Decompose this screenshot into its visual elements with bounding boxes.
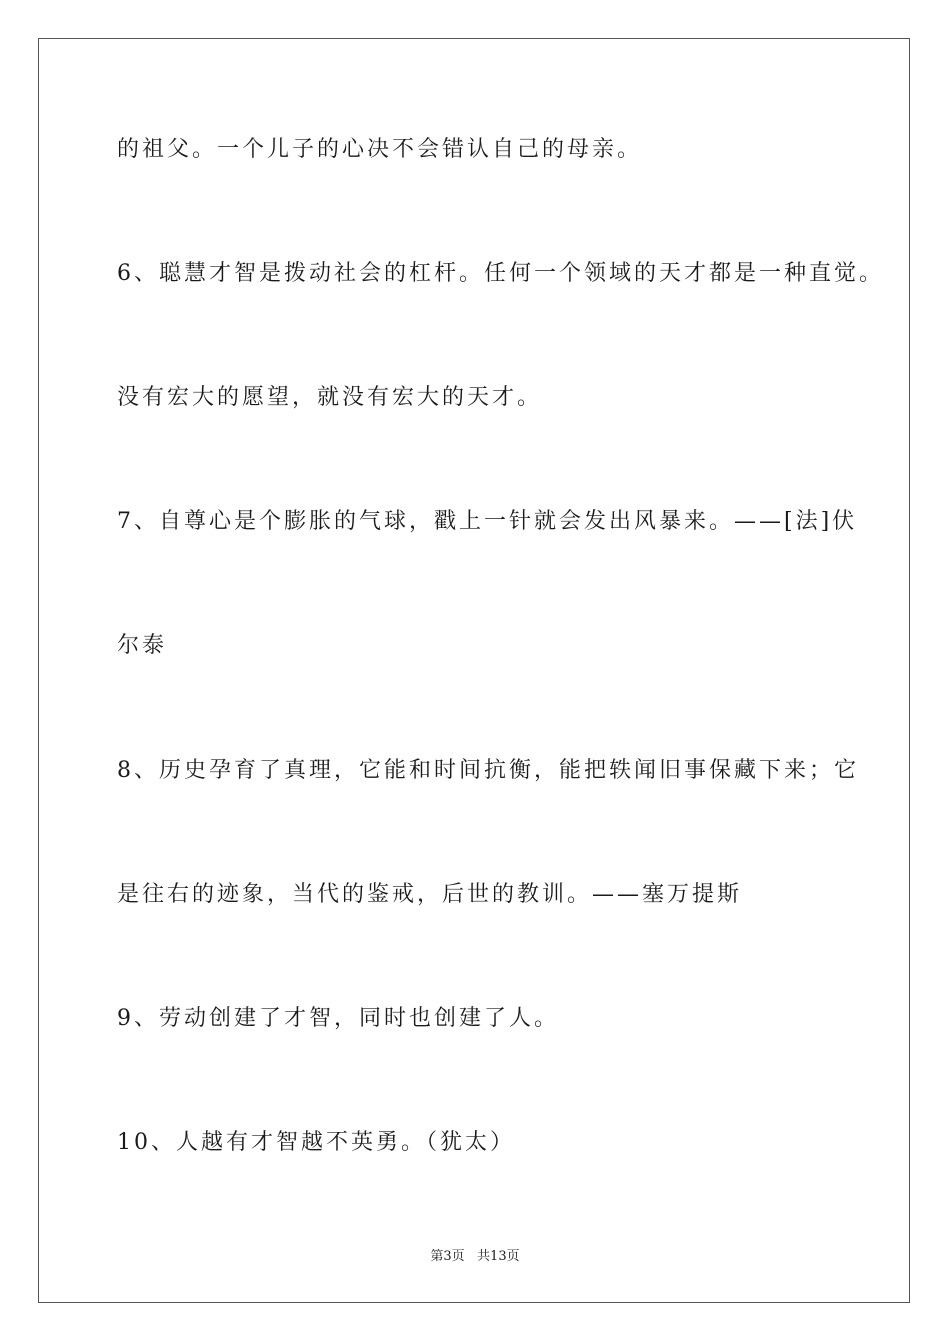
text-line: 的祖父。一个儿子的心决不会错认自己的母亲。 (117, 137, 643, 162)
text-line: 是往右的迹象，当代的鉴戒，后世的教训。——塞万提斯 (117, 882, 743, 907)
page-number-footer: 第3页 共13页 (430, 1249, 520, 1264)
text-line: 没有宏大的愿望，就没有宏大的天才。 (117, 385, 543, 410)
text-line: 尔泰 (117, 633, 168, 658)
page-border (38, 38, 910, 1303)
text-line: 10、人越有才智越不英勇。（犹太） (117, 1130, 515, 1155)
text-line: 6、聪慧才智是拨动社会的杠杆。任何一个领域的天才都是一种直觉。 (117, 261, 884, 286)
text-line: 9、劳动创建了才智，同时也创建了人。 (117, 1006, 559, 1031)
text-line: 8、历史孕育了真理，它能和时间抗衡，能把轶闻旧事保藏下来；它 (117, 758, 859, 783)
text-line: 7、自尊心是个膨胀的气球，戳上一针就会发出风暴来。——[法]伏 (117, 509, 858, 534)
